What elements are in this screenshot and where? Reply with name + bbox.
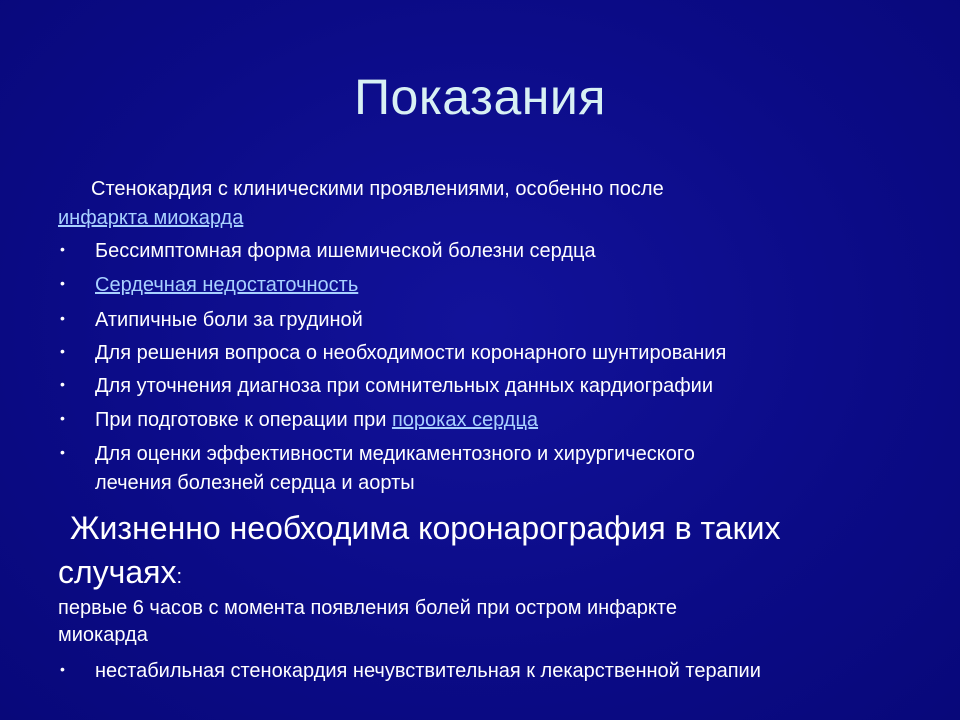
- vital-heading-word: случаях: [58, 554, 177, 590]
- bullet-icon: •: [60, 241, 65, 257]
- bullet-item-6-text: При подготовке к операции при: [95, 409, 392, 431]
- bullet-item-1: Бессимптомная форма ишемической болезни сердца: [95, 240, 596, 262]
- bullet-icon: •: [60, 376, 65, 392]
- vital-bullet-item: нестабильная стенокардия нечувствительная к лекарственной терапии: [95, 660, 761, 682]
- bullet-icon: •: [60, 343, 65, 359]
- vital-sub-line-2: миокарда: [58, 624, 148, 646]
- bullet-icon: •: [60, 410, 65, 426]
- bullet-icon: •: [60, 444, 65, 460]
- bullet-item-4: Для решения вопроса о необходимости коронарного шунтирования: [95, 342, 727, 364]
- myocardial-infarction-link[interactable]: инфаркта миокарда: [58, 207, 244, 229]
- heart-failure-link[interactable]: Сердечная недостаточность: [95, 274, 359, 296]
- bullet-item-7-line-1: Для оценки эффективности медикаментозного и хирургического: [95, 443, 695, 465]
- vital-heading-line-1: Жизненно необходима коронарография в таких: [70, 510, 781, 546]
- bullet-icon: •: [60, 275, 65, 291]
- bullet-item-5: Для уточнения диагноза при сомнительных данных кардиографии: [95, 375, 714, 397]
- vital-sub-line-1: первые 6 часов с момента появления болей при остром инфаркте: [58, 597, 677, 619]
- bullet-item-6: [95, 406, 538, 435]
- slide-title: Показания: [354, 69, 606, 125]
- bullet-item-3: Атипичные боли за грудиной: [95, 309, 363, 331]
- intro-link-line: [58, 204, 243, 233]
- bullet-icon: •: [60, 661, 65, 677]
- bullet-item-7-line-2: лечения болезней сердца и аорты: [95, 472, 415, 494]
- intro-text: Стенокардия с клиническими проявлениями, особенно после: [91, 178, 664, 200]
- heart-defects-link[interactable]: пороках сердца: [391, 409, 539, 431]
- vital-heading-colon: :: [176, 566, 183, 588]
- vital-heading-line-2: [58, 550, 182, 599]
- bullet-item-2: [95, 271, 358, 300]
- bullet-icon: •: [60, 310, 65, 326]
